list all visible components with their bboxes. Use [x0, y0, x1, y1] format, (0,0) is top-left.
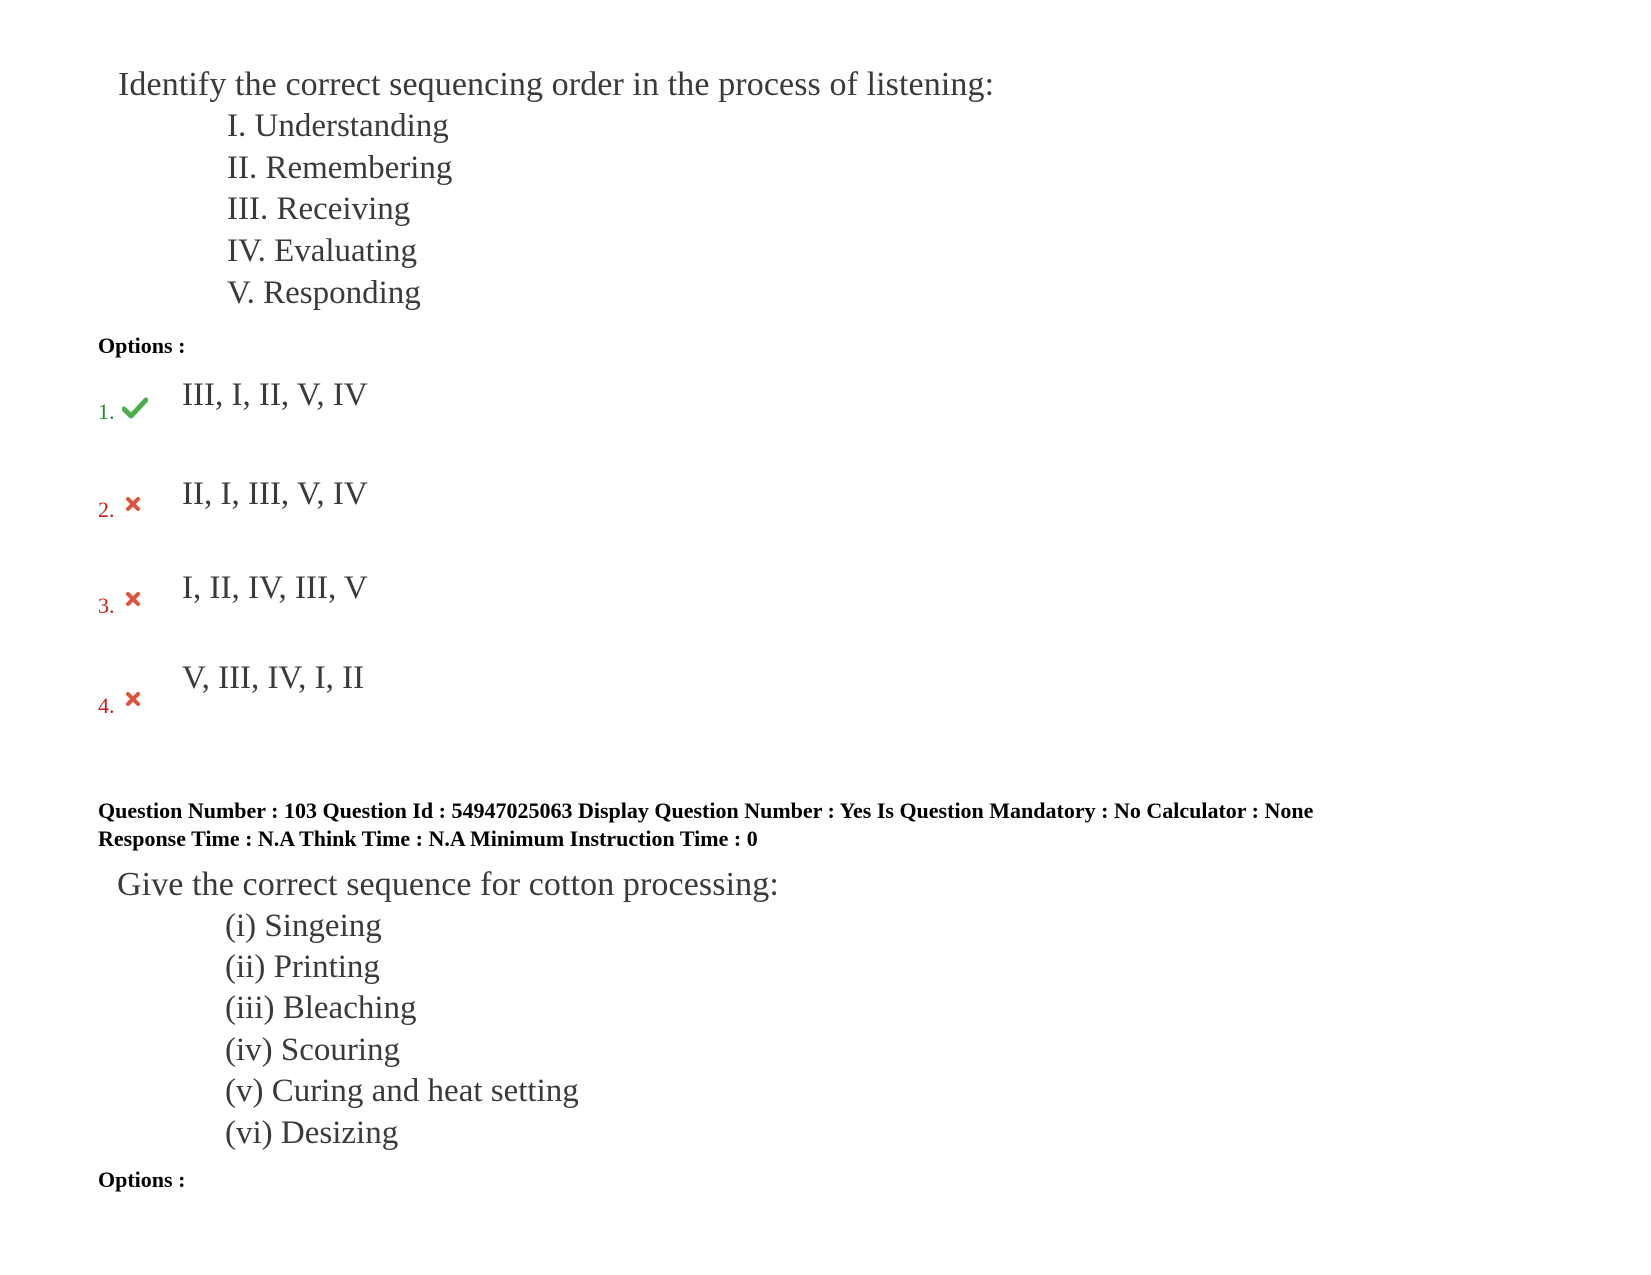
sequence-item: (i) Singeing — [225, 908, 382, 944]
sequence-item: (vi) Desizing — [225, 1115, 399, 1151]
option-number: 3. — [98, 593, 115, 618]
option-number: 4. — [98, 693, 115, 718]
sequence-item: (iii) Bleaching — [225, 990, 417, 1026]
option-text: III, I, II, V, IV — [182, 377, 368, 413]
question-stem: Give the correct sequence for cotton processing: — [117, 866, 779, 903]
option-number: 2. — [98, 497, 115, 522]
option-text: II, I, III, V, IV — [182, 476, 368, 512]
option-text: V, III, IV, I, II — [182, 660, 365, 696]
cross-icon — [125, 591, 141, 607]
question-meta-line: Response Time : N.A Think Time : N.A Minimum Instruction Time : 0 — [98, 826, 758, 851]
question-stem: Identify the correct sequencing order in the process of listening: — [118, 66, 995, 103]
sequence-item: V. Responding — [227, 275, 421, 311]
option-text: I, II, IV, III, V — [182, 570, 368, 606]
sequence-item: IV. Evaluating — [227, 233, 418, 269]
sequence-item: II. Remembering — [227, 150, 453, 186]
option-number: 1. — [98, 399, 115, 424]
sequence-item: III. Receiving — [227, 191, 411, 227]
options-label: Options : — [98, 1167, 186, 1192]
question-meta-line: Question Number : 103 Question Id : 54947025063 Display Question Number : Yes Is Question Mandatory : No Calculator : None — [98, 798, 1314, 823]
sequence-item: I. Understanding — [227, 108, 449, 144]
sequence-item: (iv) Scouring — [225, 1032, 401, 1068]
sequence-item: (ii) Printing — [225, 949, 380, 985]
check-icon — [122, 397, 148, 419]
cross-icon — [125, 496, 141, 512]
cross-icon — [125, 691, 141, 707]
options-label: Options : — [98, 333, 186, 358]
sequence-item: (v) Curing and heat setting — [225, 1073, 579, 1109]
